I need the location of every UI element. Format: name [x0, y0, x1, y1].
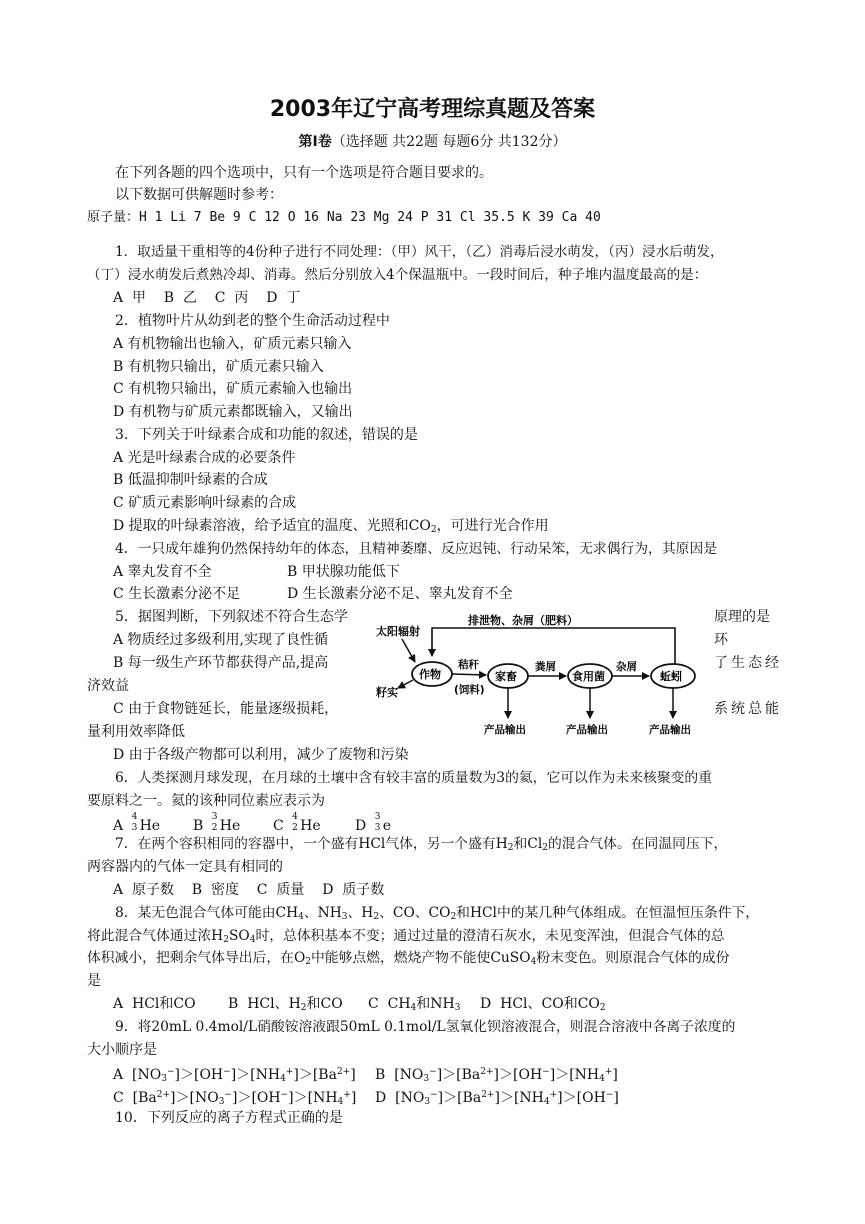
section-note: （选择题 共22题 每题6分 共132分）	[331, 134, 567, 150]
q3-option-a: A 光是叶绿素合成的必要条件	[113, 450, 296, 466]
q8-stem-line2: 将此混合气体通过浓$H_2SO_4$时，总体积基本不变；通过过量的澄清石灰水，未见变浑浊，但混合气体的总	[87, 928, 725, 945]
q5-option-c: C 由于食物链延长，能量逐级损耗，	[113, 701, 339, 717]
q5-option-a: A 物质经过多级利用,实现了良性循	[113, 632, 329, 648]
q7-options: A 原子数 B 密度 C 质量 D 质子数	[113, 882, 385, 898]
q6-stem-line1: 6．人类探测月球发现，在月球的土壤中含有较丰富的质量数为3的氦，它可以作为未来核聚变的重	[115, 770, 713, 786]
q9-option-b: B $[NO_3^-]>[Ba^{2+}]>[OH^-]>[NH_4^+]$	[375, 1067, 618, 1084]
label-grain: 籽实	[376, 686, 398, 699]
q5-option-b-cont: 济效益	[87, 678, 129, 694]
q8-option-d: D HCl、CO和$CO_2$	[480, 996, 606, 1013]
section-heading	[0, 131, 865, 151]
q5-option-c-end: 系统总能	[714, 701, 782, 717]
q2-option-a: A 有机物输出也输入，矿质元素只输入	[113, 336, 352, 352]
label-output-mushroom: 产品输出	[566, 724, 608, 736]
q4-option-b: B 甲状腺功能低下	[287, 564, 400, 580]
q4-option-c: C 生长激素分泌不足	[113, 586, 241, 602]
q2-option-b: B 有机物只输出，矿质元素只输入	[113, 359, 324, 375]
q1-options: A 甲 B 乙 C 丙 D 丁	[113, 290, 301, 306]
q8-stem-line4: 是	[87, 973, 101, 989]
q6-option-a: A 4 3 He	[113, 812, 161, 834]
q6-stem-line2: 要原料之一。氦的该种同位素应表示为	[87, 793, 325, 809]
label-output-earthworm: 产品输出	[649, 724, 691, 736]
q8-stem-line3: 体积减小，把剩余气体导出后，在$O_2$中能够点燃，燃烧产物不能使CuSO$_4$粉末变色。则原混合气体的成份	[87, 950, 730, 967]
q8-option-c: C $CH_4$和$NH_3$	[368, 996, 461, 1013]
page-title: 2003年辽宁高考理综真题及答案	[269, 97, 596, 122]
q5-option-a-end: 环	[714, 632, 728, 648]
q3-option-d: D 提取的叶绿素溶液，给予适宜的温度、光照和$CO_2$，可进行光合作用	[113, 518, 549, 535]
q6-option-d: D 3 3 e	[355, 812, 391, 834]
label-sun: 太阳辐射	[376, 625, 420, 638]
q4-option-d: D 生长激素分泌不足、睾丸发育不全	[287, 586, 513, 602]
q2-option-d: D 有机物与矿质元素都既输入，又输出	[113, 404, 353, 420]
q9-option-a: A $[NO_3^-]>[OH^-]>[NH_4^+]>[Ba^{2+}]$	[113, 1067, 356, 1084]
q3-option-b: B 低温抑制叶绿素的合成	[113, 472, 268, 488]
label-crop: 作物	[419, 668, 441, 681]
q4-stem: 4．一只成年雄狗仍然保持幼年的体态，且精神萎靡、反应迟钝、行动呆笨，无求偶行为，其原因是	[115, 541, 718, 557]
q9-option-c: C $[Ba^{2+}]>[NO_3^-]>[OH^-]>[NH_4^+]$	[113, 1090, 357, 1107]
q1-stem-line2: （丁）浸水萌发后煮熟冷却、消毒。然后分别放入4个保温瓶中。一段时间后，种子堆内温度最高的是：	[87, 267, 708, 283]
q7-stem-line1: 7．在两个容积相同的容器中，一个盛有HCl气体，另一个盛有$H_2$和$Cl_2$的混合气体。在同温同压下，	[115, 836, 728, 853]
q4-option-a: A 睾丸发育不全	[113, 564, 212, 580]
q9-stem-line2: 大小顺序是	[87, 1042, 157, 1058]
q10-stem: 10．下列反应的离子方程式正确的是	[115, 1110, 343, 1126]
label-earthworm: 蚯蚓	[660, 670, 682, 683]
ecosystem-diagram	[370, 608, 710, 740]
atomic-weights: 原子量：H 1 Li 7 Be 9 C 12 O 16 Na 23 Mg 24 P 31 Cl 35.5 K 39 Ca 40	[87, 210, 601, 225]
q9-option-d: D $[NO_3^-]>[Ba^{2+}]>[NH_4^+]>[OH^-]$	[375, 1090, 619, 1107]
label-top-fertilizer: 排泄物、杂屑（肥料）	[468, 614, 578, 627]
grain-arrow	[398, 680, 413, 688]
q8-option-b: B HCl、$H_2$和CO	[228, 996, 343, 1013]
q2-stem: 2．植物叶片从幼到老的整个生命活动过程中	[115, 313, 390, 329]
instructions: 在下列各题的四个选项中，只有一个选项是符合题目要求的。	[115, 165, 493, 181]
label-output-livestock: 产品输出	[484, 724, 526, 736]
q6-option-b: B 3 2 He	[193, 812, 241, 834]
q8-stem-line1: 8．某无色混合气体可能由$CH_4$、$NH_3$、$H_2$、CO、$CO_2$和HCl中的某几种气体组成。在恒温恒压条件下，	[115, 905, 760, 922]
q5-option-b-end: 了生态经	[714, 655, 782, 671]
q5-option-d: D 由于各级产物都可以利用，减少了废物和污染	[113, 747, 409, 763]
q7-stem-line2: 两容器内的气体一定具有相同的	[87, 859, 283, 875]
label-mushroom: 食用菌	[572, 670, 605, 683]
q5-option-b: B 每一级生产环节都获得产品,提高	[113, 655, 329, 671]
q9-stem-line1: 9．将20mL 0.4mol/L硝酸铵溶液跟50mL 0.1mol/L氢氧化钡溶液混合，则混合溶液中各离子浓度的	[115, 1019, 736, 1035]
q6-option-c: C 4 2 He	[273, 812, 321, 834]
q3-stem: 3．下列关于叶绿素合成和功能的叙述，错误的是	[115, 427, 418, 443]
sun-arrow	[402, 639, 415, 662]
reference-note: 以下数据可供解题时参考：	[115, 187, 283, 203]
label-residue: 杂屑	[616, 661, 637, 673]
q5-stem: 5．据图判断，下列叙述不符合生态学	[115, 609, 348, 625]
label-straw: 秸秆	[458, 659, 479, 671]
q5-stem-end: 原理的是	[714, 609, 770, 625]
q2-option-c: C 有机物只输出，矿质元素输入也输出	[113, 381, 353, 397]
straw-arrow	[452, 674, 486, 675]
label-manure: 粪屑	[535, 661, 556, 673]
section-name: 第Ⅰ卷	[298, 134, 332, 150]
label-livestock: 家畜	[495, 670, 517, 683]
q8-option-a: A HCl和CO	[113, 996, 196, 1012]
q1-stem-line1: 1．取适量干重相等的4份种子进行不同处理：（甲）风干，（乙）消毒后浸水萌发，（丙）浸水后萌发，	[115, 244, 724, 260]
q5-option-c-cont: 量利用效率降低	[87, 724, 185, 740]
q3-option-c: C 矿质元素影响叶绿素的合成	[113, 495, 297, 511]
label-feed: (饲料)	[454, 684, 485, 696]
